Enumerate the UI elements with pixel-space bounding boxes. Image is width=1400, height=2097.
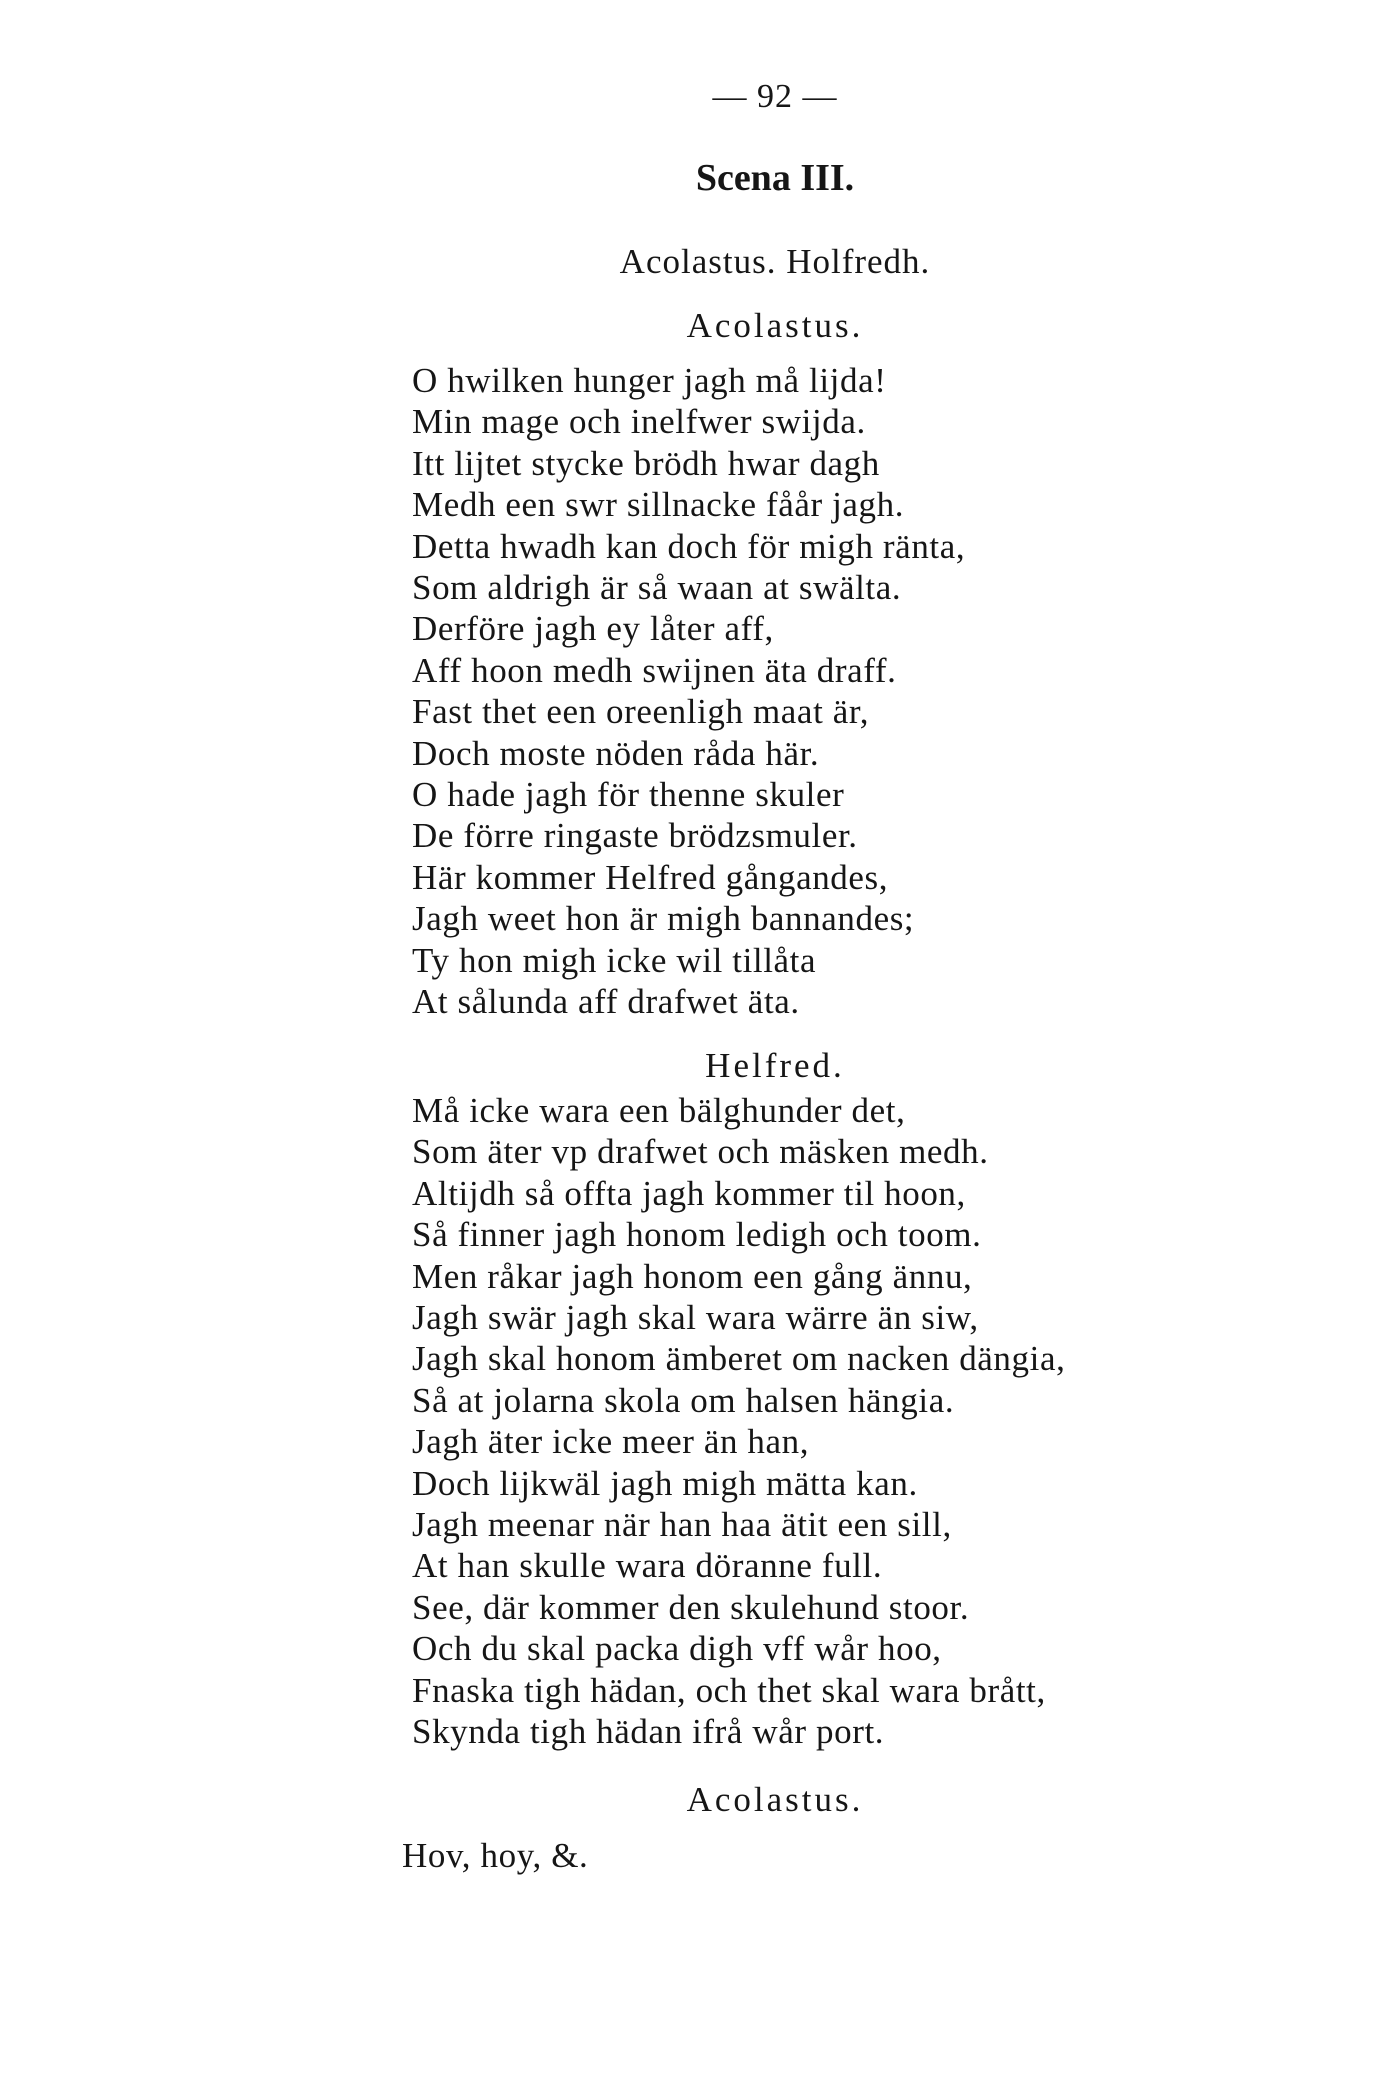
- verse-line: Derföre jagh ey låter aff,: [412, 609, 774, 649]
- verse-line: Jagh swär jagh skal wara wärre än siw,: [412, 1298, 979, 1338]
- verse-line: De förre ringaste brödzsmuler.: [412, 816, 858, 856]
- verse-line: Medh een swr sillnacke fåår jagh.: [412, 485, 905, 525]
- verse-line: Skynda tigh hädan ifrå wår port.: [412, 1712, 885, 1752]
- verse-line: Jagh weet hon är migh bannandes;: [412, 899, 915, 939]
- verse-line: Och du skal packa digh vff wår hoo,: [412, 1629, 942, 1669]
- page-number: — 92 —: [712, 78, 838, 115]
- verse-line: At han skulle wara döranne full.: [412, 1546, 883, 1586]
- verse-line: Hov, hoy, &.: [402, 1836, 589, 1875]
- verse-block: [412, 360, 965, 1023]
- verse-line: Som aldrigh är så waan at swälta.: [412, 568, 902, 608]
- verse-line: Detta hwadh kan doch för migh ränta,: [412, 526, 966, 566]
- verse-line: Må icke wara een bälghunder det,: [412, 1091, 906, 1130]
- verse-line: Som äter vp drafwet och mäsken medh.: [412, 1132, 989, 1172]
- verse-line: Altijdh så offta jagh kommer til hoon,: [412, 1173, 966, 1213]
- scene-title: Scena III.: [695, 157, 855, 199]
- verse-line: Doch lijkwäl jagh migh mätta kan.: [412, 1463, 918, 1503]
- verse-line: Doch moste nöden råda här.: [412, 733, 820, 773]
- verse-line: Här kommer Helfred gångandes,: [412, 857, 889, 897]
- verse-line: Itt lijtet stycke brödh hwar dagh: [412, 443, 880, 483]
- dramatis-personae: Acolastus. Holfredh.: [619, 242, 931, 281]
- verse-block: [412, 1090, 1065, 1753]
- verse-line: Men råkar jagh honom een gång ännu,: [412, 1256, 973, 1296]
- verse-line: Så at jolarna skola om halsen hängia.: [412, 1380, 955, 1420]
- verse-line: Jagh skal honom ämberet om nacken dängia,: [412, 1339, 1066, 1379]
- verse-line: O hade jagh för thenne skuler: [412, 775, 845, 815]
- verse-line: Jagh meenar när han haa ätit een sill,: [412, 1505, 952, 1545]
- verse-line: O hwilken hunger jagh må lijda!: [412, 361, 887, 400]
- verse-line: Jagh äter icke meer än han,: [412, 1422, 810, 1462]
- verse-line: Fast thet een oreenligh maat är,: [412, 692, 870, 732]
- verse-line: See, där kommer den skulehund stoor.: [412, 1587, 970, 1627]
- verse-line: Min mage och inelfwer swijda.: [412, 402, 866, 442]
- speaker-heading: Helfred.: [705, 1046, 845, 1085]
- verse-line: Så finner jagh honom ledigh och toom.: [412, 1215, 982, 1255]
- speaker-heading: Acolastus.: [686, 1780, 864, 1819]
- verse-line: Ty hon migh icke wil tillåta: [412, 940, 817, 980]
- verse-line: Fnaska tigh hädan, och thet skal wara brått,: [412, 1670, 1046, 1710]
- verse-line: At sålunda aff drafwet äta.: [412, 982, 800, 1022]
- verse-line: Aff hoon medh swijnen äta draff.: [412, 650, 897, 690]
- speaker-heading: Acolastus.: [686, 306, 864, 345]
